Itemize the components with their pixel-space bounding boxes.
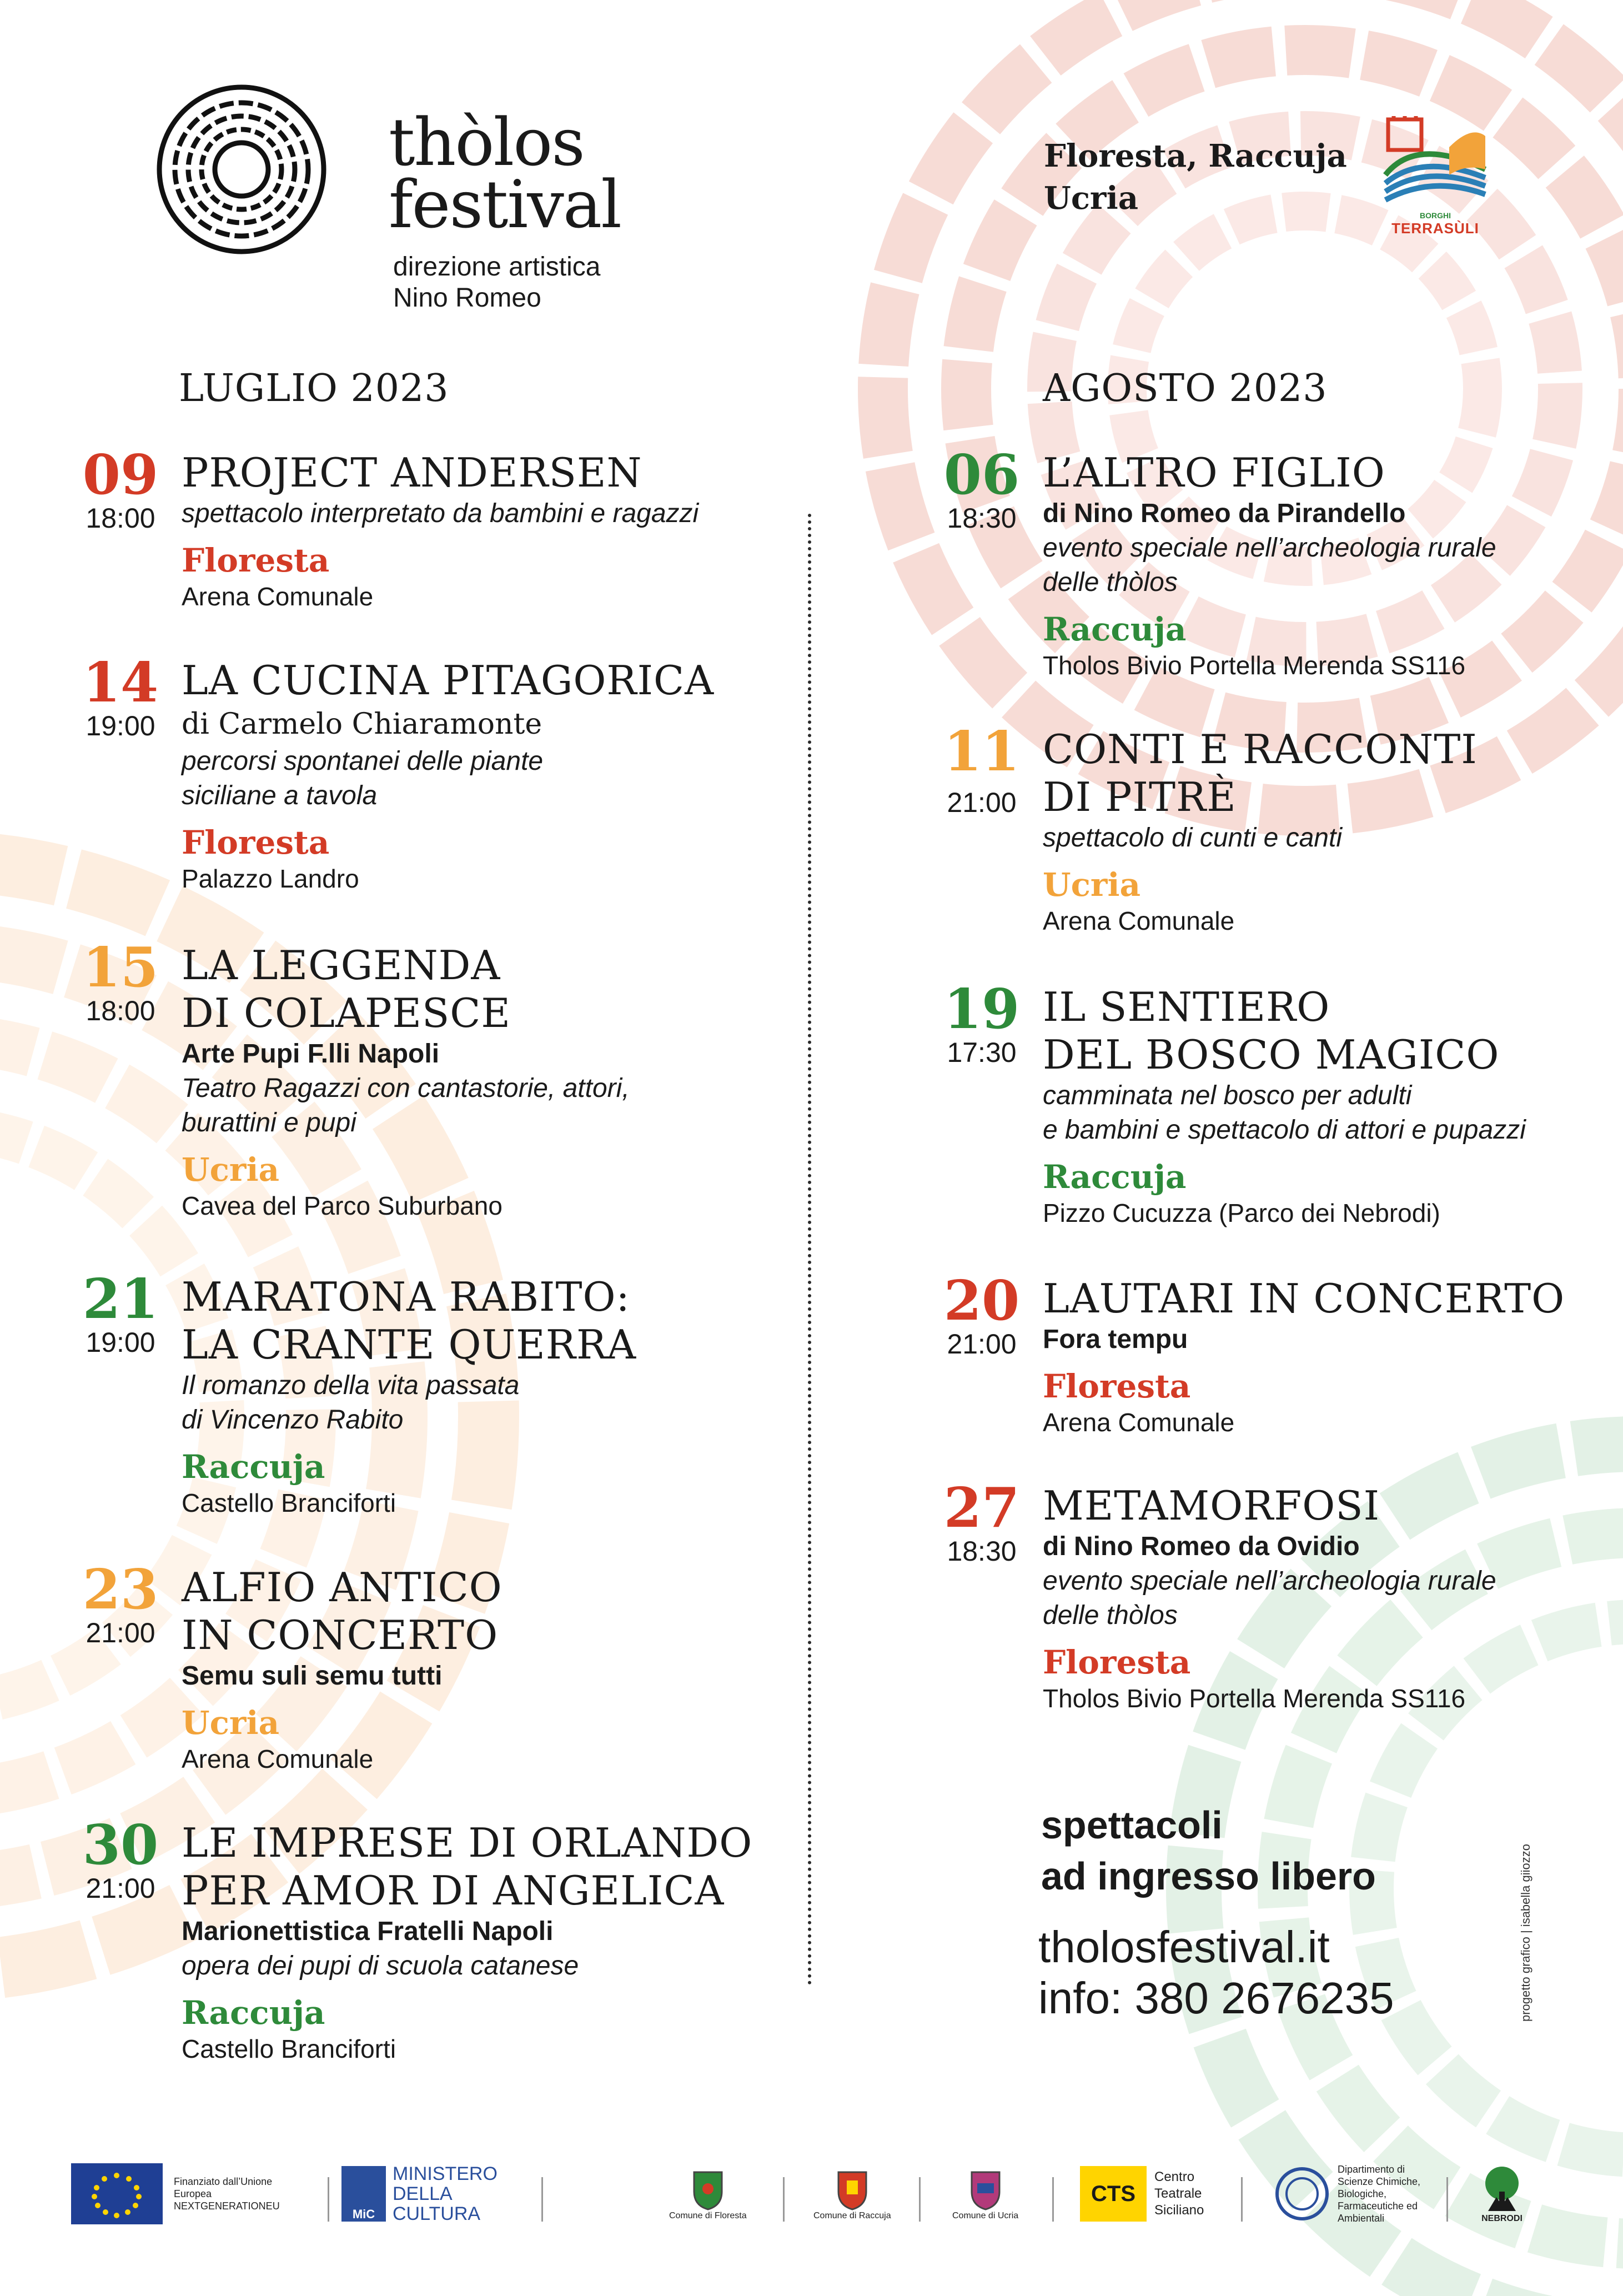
places-line1: Floresta, Raccuja: [1044, 138, 1347, 174]
partner-small-label: BORGHI: [1420, 211, 1451, 220]
event-title-line2: DI PITRÈ: [1043, 774, 1237, 820]
event-title-line2: DI COLAPESCE: [182, 990, 511, 1036]
event-title-line2: IN CONCERTO: [182, 1612, 499, 1658]
terrasuli-logo: [1383, 114, 1488, 242]
university-seal-icon: [1274, 2166, 1330, 2222]
event-author: di Carmelo Chiaramonte: [182, 708, 542, 741]
event-description: spettacolo interpretato da bambini e ragazzi: [182, 499, 699, 528]
event-day: 30: [82, 1813, 159, 1877]
event-venue: Castello Branciforti: [182, 1488, 396, 1517]
event-time: 21:00: [86, 1617, 155, 1648]
university-department-logo: [1274, 2144, 1420, 2244]
event-description: Teatro Ragazzi con cantastorie, attori, burattini e pupi: [182, 1074, 630, 1137]
event-title: LA LEGGENDA: [182, 942, 501, 989]
event-day: 20: [943, 1269, 1020, 1333]
event-venue: Tholos Bivio Portella Merenda SS116: [1043, 651, 1466, 680]
direction-label: direzione artistica: [393, 252, 601, 282]
footer-separator: [919, 2177, 921, 2222]
parco-nebrodi-logo: [1471, 2144, 1532, 2244]
event-day: 06: [943, 443, 1020, 507]
event-venue: Palazzo Landro: [182, 864, 359, 893]
free-entry-line2: ad ingresso libero: [1041, 1854, 1376, 1898]
event-day: 27: [943, 1476, 1020, 1540]
event-description: camminata nel bosco per adulti e bambini e spettacolo di attori e pupazzi: [1043, 1081, 1526, 1145]
raccuja-crest-icon: [836, 2167, 869, 2211]
event-town: Floresta: [182, 542, 330, 579]
event-title: LAUTARI IN CONCERTO: [1043, 1275, 1565, 1322]
event-description: evento speciale nell’archeologia rurale delle thòlos: [1043, 533, 1496, 597]
event-august-11: [943, 720, 1623, 938]
director-name: Nino Romeo: [393, 283, 541, 313]
event-august-06: [943, 443, 1623, 682]
comune-floresta-logo: [669, 2144, 747, 2244]
cts-icon: CTS: [1080, 2166, 1147, 2222]
event-subtitle: Semu suli semu tutti: [182, 1661, 443, 1691]
partner-name: TERRASÙLI: [1391, 220, 1479, 237]
footer-separator: [541, 2177, 543, 2222]
festival-title-line2: festival: [389, 166, 621, 243]
event-time: 18:30: [947, 503, 1017, 534]
event-subtitle: Arte Pupi F.lli Napoli: [182, 1039, 440, 1069]
eu-flag-icon: [71, 2163, 163, 2224]
event-venue: Cavea del Parco Suburbano: [182, 1191, 503, 1220]
event-venue: Arena Comunale: [1043, 1408, 1235, 1437]
dept-line2: Scienze Chimiche,: [1338, 2176, 1421, 2187]
event-title: IL SENTIERO: [1043, 984, 1330, 1030]
event-venue: Arena Comunale: [182, 1744, 374, 1773]
comune-raccuja-label: Comune di Raccuja: [813, 2211, 891, 2220]
event-town: Raccuja: [182, 1448, 325, 1486]
event-time: 21:00: [947, 787, 1017, 818]
event-town: Raccuja: [182, 1994, 325, 2032]
event-time: 17:30: [947, 1037, 1017, 1068]
event-town: Floresta: [182, 824, 330, 861]
month-august: AGOSTO 2023: [1043, 367, 1328, 410]
event-town: Floresta: [1043, 1367, 1191, 1405]
event-venue: Castello Branciforti: [182, 2034, 396, 2063]
cts-line2: Teatrale: [1154, 2186, 1202, 2201]
event-july-23: [82, 1558, 820, 1776]
cts-logo: [1080, 2144, 1204, 2244]
event-day: 23: [82, 1558, 159, 1622]
event-subtitle: di Nino Romeo da Pirandello: [1043, 499, 1406, 528]
event-venue: Pizzo Cucuzza (Parco dei Nebrodi): [1043, 1199, 1440, 1227]
event-description: Il romanzo della vita passata di Vincenzo Rabito: [182, 1371, 520, 1435]
website-link[interactable]: tholosfestival.it: [1038, 1922, 1330, 1972]
event-july-21: [82, 1267, 820, 1520]
free-entry-line1: spettacoli: [1041, 1803, 1223, 1847]
event-august-19: [943, 977, 1623, 1230]
event-july-14: [82, 651, 820, 895]
event-subtitle: Marionettistica Fratelli Napoli: [182, 1917, 554, 1946]
event-title: L’ALTRO FIGLIO: [1043, 449, 1385, 496]
event-title: MARATONA RABITO:: [182, 1274, 630, 1320]
sponsor-footer: [0, 2144, 1623, 2244]
event-time: 21:00: [86, 1873, 155, 1904]
mic-line3: CULTURA: [393, 2203, 481, 2224]
event-time: 21:00: [947, 1329, 1017, 1360]
event-description: spettacolo di cunti e canti: [1043, 823, 1342, 853]
dept-line5: Ambientali: [1338, 2213, 1385, 2224]
festival-title-line1: thòlos: [389, 104, 584, 181]
free-entry-note: [1041, 1799, 1376, 1902]
event-venue: Arena Comunale: [182, 582, 374, 611]
event-venue: Arena Comunale: [1043, 906, 1235, 935]
event-subtitle: Fora tempu: [1043, 1325, 1188, 1354]
event-subtitle: di Nino Romeo da Ovidio: [1043, 1532, 1360, 1561]
eu-text-line3: NEXTGENERATIONEU: [174, 2200, 280, 2212]
event-town: Raccuja: [1043, 610, 1187, 648]
direction-credit: [393, 252, 601, 314]
event-description: evento speciale nell’archeologia rurale delle thòlos: [1043, 1566, 1496, 1630]
comune-floresta-label: Comune di Floresta: [669, 2211, 747, 2220]
event-title: METAMORFOSI: [1043, 1482, 1380, 1529]
event-time: 18:00: [86, 503, 155, 534]
event-july-15: [82, 936, 820, 1222]
event-title: ALFIO ANTICO: [182, 1564, 503, 1611]
event-day: 11: [943, 720, 1020, 784]
event-title-line2: LA CRANTE QUERRA: [182, 1321, 637, 1368]
event-town: Ucria: [182, 1704, 280, 1742]
footer-separator: [1446, 2177, 1448, 2222]
event-day: 21: [82, 1267, 159, 1331]
event-time: 18:00: [86, 995, 155, 1026]
eu-text-line2: Europea: [174, 2188, 212, 2199]
eu-funding-logo: [71, 2144, 280, 2244]
dept-line1: Dipartimento di: [1338, 2164, 1405, 2175]
festival-title: [389, 104, 621, 243]
event-venue: Tholos Bivio Portella Merenda SS116: [1043, 1684, 1466, 1713]
tholos-logo-icon: [155, 83, 328, 255]
contact-info: [1038, 1922, 1394, 2024]
event-title: LA CUCINA PITAGORICA: [182, 657, 715, 704]
event-day: 14: [82, 651, 159, 715]
event-title-line2: DEL BOSCO MAGICO: [1043, 1031, 1500, 1078]
eu-text-line1: Finanziato dall’Unione: [174, 2176, 273, 2187]
event-time: 19:00: [86, 1327, 155, 1358]
event-title: LE IMPRESE DI ORLANDO: [182, 1819, 753, 1866]
footer-separator: [328, 2177, 329, 2222]
event-day: 09: [82, 443, 159, 507]
dept-line4: Farmaceutiche ed: [1338, 2200, 1418, 2212]
terrasuli-icon: [1383, 114, 1488, 208]
event-time: 18:30: [947, 1536, 1017, 1567]
event-july-30: [82, 1813, 820, 2066]
event-town: Ucria: [182, 1151, 280, 1189]
comune-ucria-label: Comune di Ucria: [952, 2211, 1019, 2220]
event-title: PROJECT ANDERSEN: [182, 449, 642, 496]
comune-raccuja-logo: [813, 2144, 891, 2244]
dept-line3: Biologiche,: [1338, 2188, 1387, 2199]
event-time: 19:00: [86, 710, 155, 741]
event-description: opera dei pupi di scuola catanese: [182, 1951, 579, 1981]
event-town: Floresta: [1043, 1643, 1191, 1681]
footer-separator: [783, 2177, 785, 2222]
month-july: LUGLIO 2023: [179, 367, 449, 410]
event-town: Raccuja: [1043, 1158, 1187, 1196]
festival-places: [1044, 135, 1347, 219]
mic-icon: MiC: [341, 2166, 386, 2222]
event-day: 19: [943, 977, 1020, 1041]
event-august-27: [943, 1476, 1623, 1715]
floresta-crest-icon: [691, 2167, 725, 2211]
mic-line1: MINISTERO: [393, 2163, 498, 2184]
event-august-20: [943, 1269, 1623, 1439]
ucria-crest-icon: [969, 2167, 1002, 2211]
design-credit: progetto grafico | isabella giiozzo: [1519, 1843, 1532, 2022]
event-title: CONTI E RACCONTI: [1043, 726, 1478, 773]
event-description: percorsi spontanei delle piante siciliane a tavola: [182, 746, 544, 810]
mic-line2: DELLA: [393, 2183, 453, 2204]
cts-line3: Siciliano: [1154, 2203, 1204, 2218]
comune-ucria-logo: [952, 2144, 1018, 2244]
footer-separator: [1241, 2177, 1243, 2222]
cts-line1: Centro: [1154, 2169, 1195, 2184]
event-town: Ucria: [1043, 866, 1141, 904]
event-title-line2: PER AMOR DI ANGELICA: [182, 1867, 725, 1914]
footer-separator: [1052, 2177, 1054, 2222]
places-line2: Ucria: [1044, 180, 1138, 217]
nebrodi-tree-icon: [1471, 2164, 1532, 2214]
event-day: 15: [82, 936, 159, 1000]
event-july-09: [82, 443, 820, 613]
ministero-cultura-logo: [341, 2144, 498, 2244]
phone-info: info: 380 2676235: [1038, 1973, 1394, 2023]
nebrodi-label: NEBRODI: [1481, 2214, 1522, 2223]
